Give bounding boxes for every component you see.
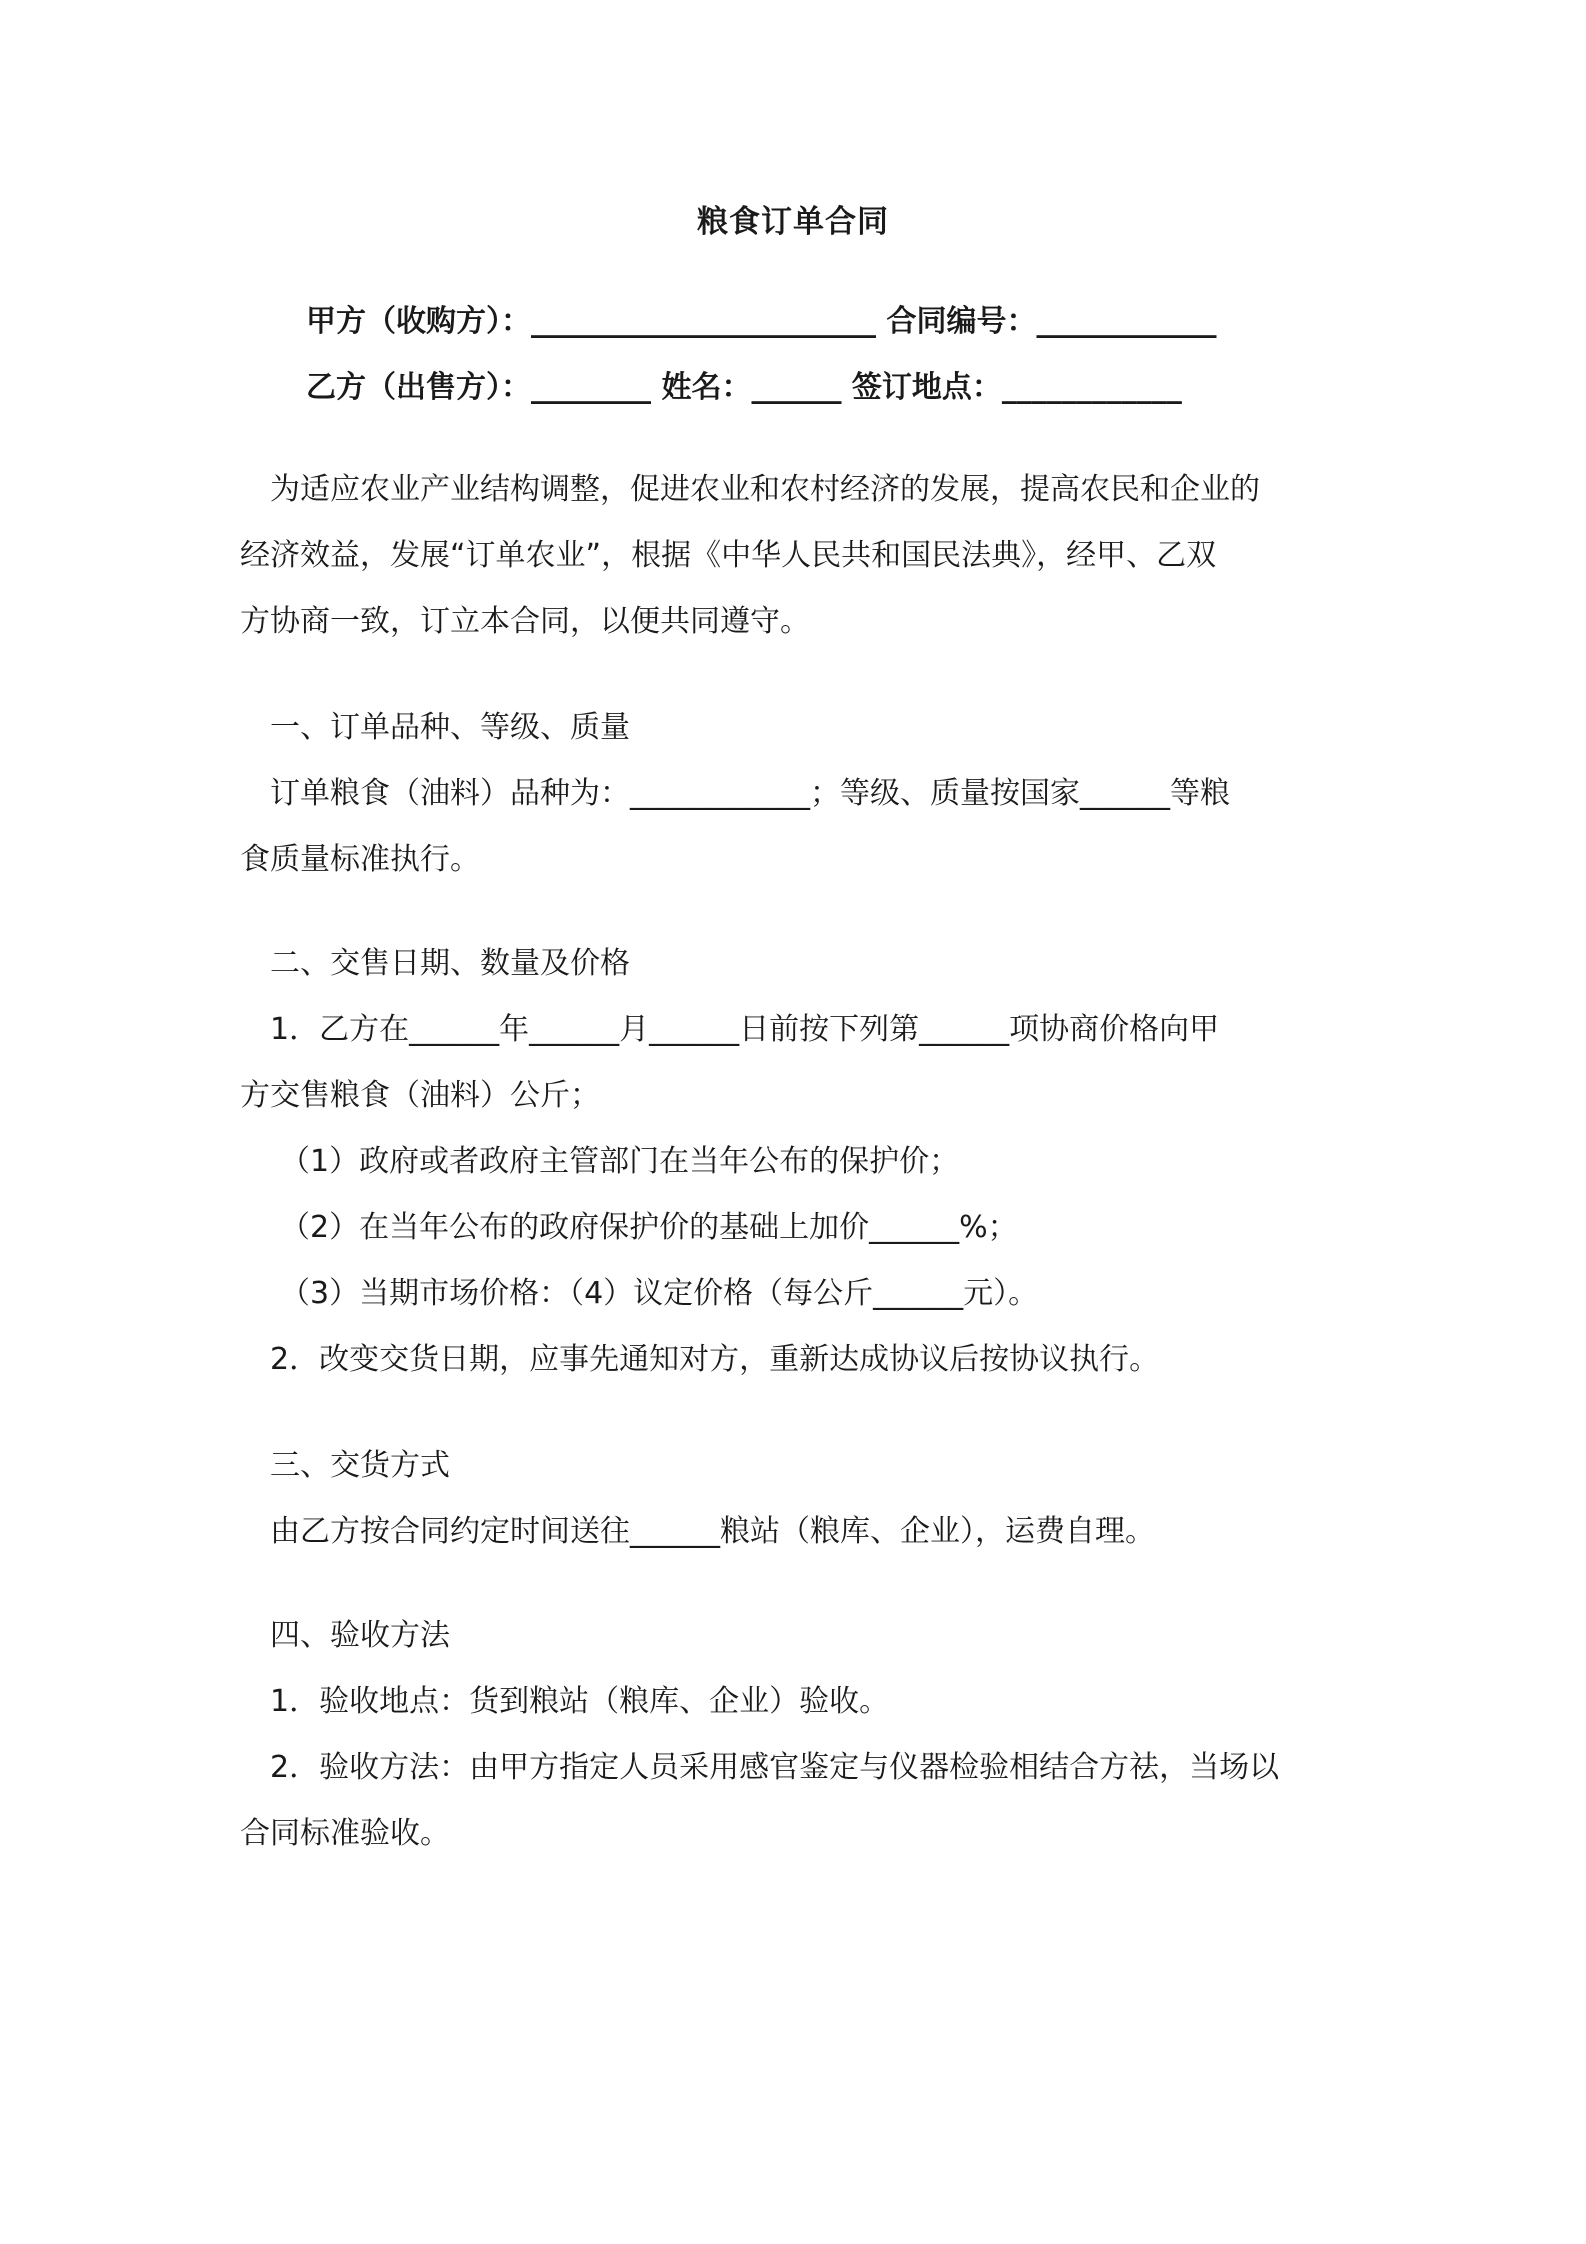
party-a-line: 甲方（收购方）：_______________________ 合同编号：____________	[306, 304, 1217, 339]
section-text: 1．验收地点：货到粮站（粮库、企业）验收。	[270, 1684, 890, 1719]
price-option: （2）在当年公布的政府保护价的基础上加价______%；	[280, 1210, 1018, 1245]
document-title: 粮食订单合同	[697, 204, 889, 240]
price-option: （1）政府或者政府主管部门在当年公布的保护价；	[280, 1144, 960, 1179]
section-text: 2．改变交货日期，应事先通知对方，重新达成协议后按协议执行。	[270, 1342, 1160, 1377]
intro-line: 经济效益，发展“订单农业”，根据《中华人民共和国民法典》，经甲、乙双	[240, 538, 1217, 573]
intro-line: 方协商一致，订立本合同，以便共同遵守。	[240, 604, 810, 639]
section-heading: 二、交售日期、数量及价格	[270, 946, 630, 981]
section-text: 由乙方按合同约定时间送往______粮站（粮库、企业），运费自理。	[270, 1514, 1155, 1549]
intro-line: 为适应农业产业结构调整，促进农业和农村经济的发展，提高农民和企业的	[270, 472, 1260, 507]
section-text: 订单粮食（油料）品种为：____________；等级、质量按国家______等粮	[270, 776, 1230, 811]
section-text: 2．验收方法：由甲方指定人员采用感官鉴定与仪器检验相结合方祛，当场以	[270, 1750, 1280, 1785]
party-b-line: 乙方（出售方）：________ 姓名：______ 签订地点：____________	[306, 370, 1182, 405]
section-text: 食质量标准执行。	[240, 842, 480, 877]
section-text: 1．乙方在______年______月______日前按下列第______项协商价格向甲	[270, 1012, 1220, 1047]
section-heading: 一、订单品种、等级、质量	[270, 710, 630, 745]
price-option: （3）当期市场价格：（4）议定价格（每公斤______元）。	[280, 1276, 1039, 1311]
section-heading: 四、验收方法	[270, 1618, 450, 1653]
section-heading: 三、交货方式	[270, 1448, 450, 1483]
section-text: 合同标准验收。	[240, 1816, 450, 1851]
section-text: 方交售粮食（油料）公斤；	[240, 1078, 600, 1113]
